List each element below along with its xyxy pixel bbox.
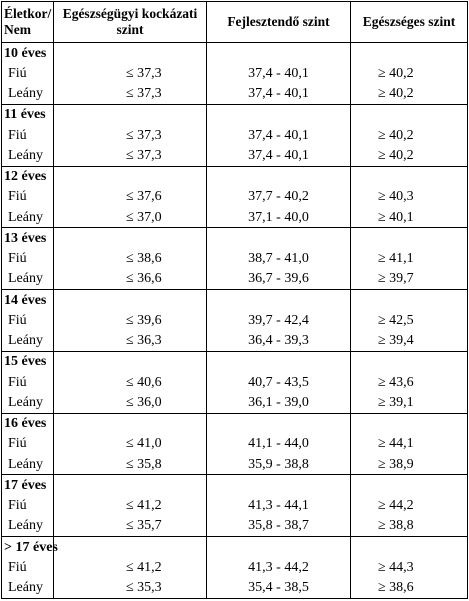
age-group-label: 13 éves xyxy=(2,228,54,249)
healthy-value-cell: ≥ 39,4 xyxy=(351,331,468,352)
empty-cell xyxy=(54,537,207,558)
development-value-cell: 41,3 - 44,2 xyxy=(207,557,351,577)
healthy-value-cell: ≥ 44,3 xyxy=(351,557,468,577)
development-value-cell: 37,1 - 40,0 xyxy=(207,207,351,228)
table-row xyxy=(2,63,468,83)
table-row xyxy=(2,454,468,475)
empty-cell xyxy=(207,43,351,64)
risk-value-cell: ≤ 37,3 xyxy=(54,145,207,166)
age-group-row xyxy=(2,475,468,496)
development-value-cell: 36,1 - 39,0 xyxy=(207,392,351,413)
age-group-label: 11 éves xyxy=(2,104,54,125)
table-row xyxy=(2,207,468,228)
sex-cell: Leány xyxy=(2,84,54,105)
healthy-value-cell: ≥ 39,7 xyxy=(351,269,468,290)
table-row xyxy=(2,557,468,577)
risk-value-cell: ≤ 35,7 xyxy=(54,516,207,537)
development-value-cell: 37,4 - 40,1 xyxy=(207,63,351,83)
header-risk-level: Egészségügyi kockázati szint xyxy=(54,2,207,43)
healthy-value-cell: ≥ 42,5 xyxy=(351,310,468,330)
sex-cell: Fiú xyxy=(2,496,54,516)
risk-value-cell: ≤ 41,2 xyxy=(54,496,207,516)
healthy-value-cell: ≥ 44,2 xyxy=(351,496,468,516)
age-group-row xyxy=(2,228,468,249)
age-group-row xyxy=(2,413,468,434)
table-row xyxy=(2,187,468,207)
empty-cell xyxy=(54,166,207,187)
risk-value-cell: ≤ 40,6 xyxy=(54,372,207,392)
age-group-label: 16 éves xyxy=(2,413,54,434)
empty-cell xyxy=(351,475,468,496)
risk-value-cell: ≤ 36,6 xyxy=(54,269,207,290)
healthy-value-cell: ≥ 40,2 xyxy=(351,145,468,166)
empty-cell xyxy=(207,351,351,372)
risk-value-cell: ≤ 37,3 xyxy=(54,84,207,105)
age-group-row xyxy=(2,43,468,64)
table-row xyxy=(2,269,468,290)
header-healthy-level: Egészséges szint xyxy=(351,2,468,43)
healthy-value-cell: ≥ 43,6 xyxy=(351,372,468,392)
sex-cell: Fiú xyxy=(2,434,54,454)
risk-value-cell: ≤ 37,6 xyxy=(54,187,207,207)
development-value-cell: 37,4 - 40,1 xyxy=(207,145,351,166)
table-row xyxy=(2,331,468,352)
development-value-cell: 36,7 - 39,6 xyxy=(207,269,351,290)
healthy-value-cell: ≥ 39,1 xyxy=(351,392,468,413)
table-row xyxy=(2,145,468,166)
table-row xyxy=(2,372,468,392)
sex-cell: Fiú xyxy=(2,249,54,269)
empty-cell xyxy=(54,43,207,64)
development-value-cell: 35,4 - 38,5 xyxy=(207,578,351,599)
age-group-label: 12 éves xyxy=(2,166,54,187)
risk-value-cell: ≤ 35,3 xyxy=(54,578,207,599)
sex-cell: Leány xyxy=(2,392,54,413)
age-group-label: 10 éves xyxy=(2,43,54,64)
empty-cell xyxy=(207,413,351,434)
empty-cell xyxy=(207,228,351,249)
header-development-level: Fejlesztendő szint xyxy=(207,2,351,43)
development-value-cell: 41,3 - 44,1 xyxy=(207,496,351,516)
empty-cell xyxy=(54,351,207,372)
table-row xyxy=(2,310,468,330)
age-group-row xyxy=(2,290,468,311)
empty-cell xyxy=(351,43,468,64)
table-row xyxy=(2,125,468,145)
healthy-value-cell: ≥ 40,3 xyxy=(351,187,468,207)
development-value-cell: 35,9 - 38,8 xyxy=(207,454,351,475)
empty-cell xyxy=(207,537,351,558)
table-row xyxy=(2,392,468,413)
table-row xyxy=(2,496,468,516)
table-row xyxy=(2,249,468,269)
development-value-cell: 37,4 - 40,1 xyxy=(207,125,351,145)
empty-cell xyxy=(351,537,468,558)
risk-value-cell: ≤ 35,8 xyxy=(54,454,207,475)
sex-cell: Leány xyxy=(2,454,54,475)
table-row xyxy=(2,434,468,454)
risk-value-cell: ≤ 38,6 xyxy=(54,249,207,269)
table-row xyxy=(2,578,468,599)
empty-cell xyxy=(207,166,351,187)
empty-cell xyxy=(54,413,207,434)
sex-cell: Leány xyxy=(2,516,54,537)
development-value-cell: 38,7 - 41,0 xyxy=(207,249,351,269)
sex-cell: Fiú xyxy=(2,187,54,207)
header-age-sex: Életkor/ Nem xyxy=(2,2,54,43)
sex-cell: Fiú xyxy=(2,125,54,145)
risk-value-cell: ≤ 41,0 xyxy=(54,434,207,454)
healthy-value-cell: ≥ 44,1 xyxy=(351,434,468,454)
healthy-value-cell: ≥ 40,2 xyxy=(351,84,468,105)
table-body xyxy=(2,43,468,599)
risk-value-cell: ≤ 41,2 xyxy=(54,557,207,577)
healthy-value-cell: ≥ 41,1 xyxy=(351,249,468,269)
empty-cell xyxy=(207,290,351,311)
age-group-row xyxy=(2,537,468,558)
age-group-label: 17 éves xyxy=(2,475,54,496)
healthy-value-cell: ≥ 40,2 xyxy=(351,63,468,83)
fitness-norms-table xyxy=(1,1,468,599)
age-group-row xyxy=(2,104,468,125)
development-value-cell: 40,7 - 43,5 xyxy=(207,372,351,392)
risk-value-cell: ≤ 36,0 xyxy=(54,392,207,413)
empty-cell xyxy=(351,166,468,187)
header-row xyxy=(2,2,468,43)
sex-cell: Fiú xyxy=(2,372,54,392)
empty-cell xyxy=(351,290,468,311)
age-group-label: > 17 éves xyxy=(2,537,54,558)
empty-cell xyxy=(54,104,207,125)
development-value-cell: 37,7 - 40,2 xyxy=(207,187,351,207)
empty-cell xyxy=(351,228,468,249)
healthy-value-cell: ≥ 38,9 xyxy=(351,454,468,475)
empty-cell xyxy=(207,104,351,125)
sex-cell: Leány xyxy=(2,331,54,352)
healthy-value-cell: ≥ 38,6 xyxy=(351,578,468,599)
sex-cell: Leány xyxy=(2,269,54,290)
age-group-label: 14 éves xyxy=(2,290,54,311)
empty-cell xyxy=(351,351,468,372)
risk-value-cell: ≤ 37,3 xyxy=(54,125,207,145)
development-value-cell: 41,1 - 44,0 xyxy=(207,434,351,454)
table-row xyxy=(2,84,468,105)
sex-cell: Leány xyxy=(2,207,54,228)
healthy-value-cell: ≥ 40,1 xyxy=(351,207,468,228)
empty-cell xyxy=(54,228,207,249)
age-group-row xyxy=(2,166,468,187)
sex-cell: Leány xyxy=(2,145,54,166)
risk-value-cell: ≤ 37,3 xyxy=(54,63,207,83)
development-value-cell: 37,4 - 40,1 xyxy=(207,84,351,105)
empty-cell xyxy=(351,104,468,125)
sex-cell: Fiú xyxy=(2,63,54,83)
sex-cell: Fiú xyxy=(2,310,54,330)
sex-cell: Fiú xyxy=(2,557,54,577)
risk-value-cell: ≤ 36,3 xyxy=(54,331,207,352)
healthy-value-cell: ≥ 40,2 xyxy=(351,125,468,145)
empty-cell xyxy=(207,475,351,496)
empty-cell xyxy=(54,290,207,311)
table-row xyxy=(2,516,468,537)
development-value-cell: 39,7 - 42,4 xyxy=(207,310,351,330)
age-group-row xyxy=(2,351,468,372)
empty-cell xyxy=(351,413,468,434)
risk-value-cell: ≤ 37,0 xyxy=(54,207,207,228)
development-value-cell: 35,8 - 38,7 xyxy=(207,516,351,537)
sex-cell: Leány xyxy=(2,578,54,599)
healthy-value-cell: ≥ 38,8 xyxy=(351,516,468,537)
empty-cell xyxy=(54,475,207,496)
risk-value-cell: ≤ 39,6 xyxy=(54,310,207,330)
age-group-label: 15 éves xyxy=(2,351,54,372)
development-value-cell: 36,4 - 39,3 xyxy=(207,331,351,352)
